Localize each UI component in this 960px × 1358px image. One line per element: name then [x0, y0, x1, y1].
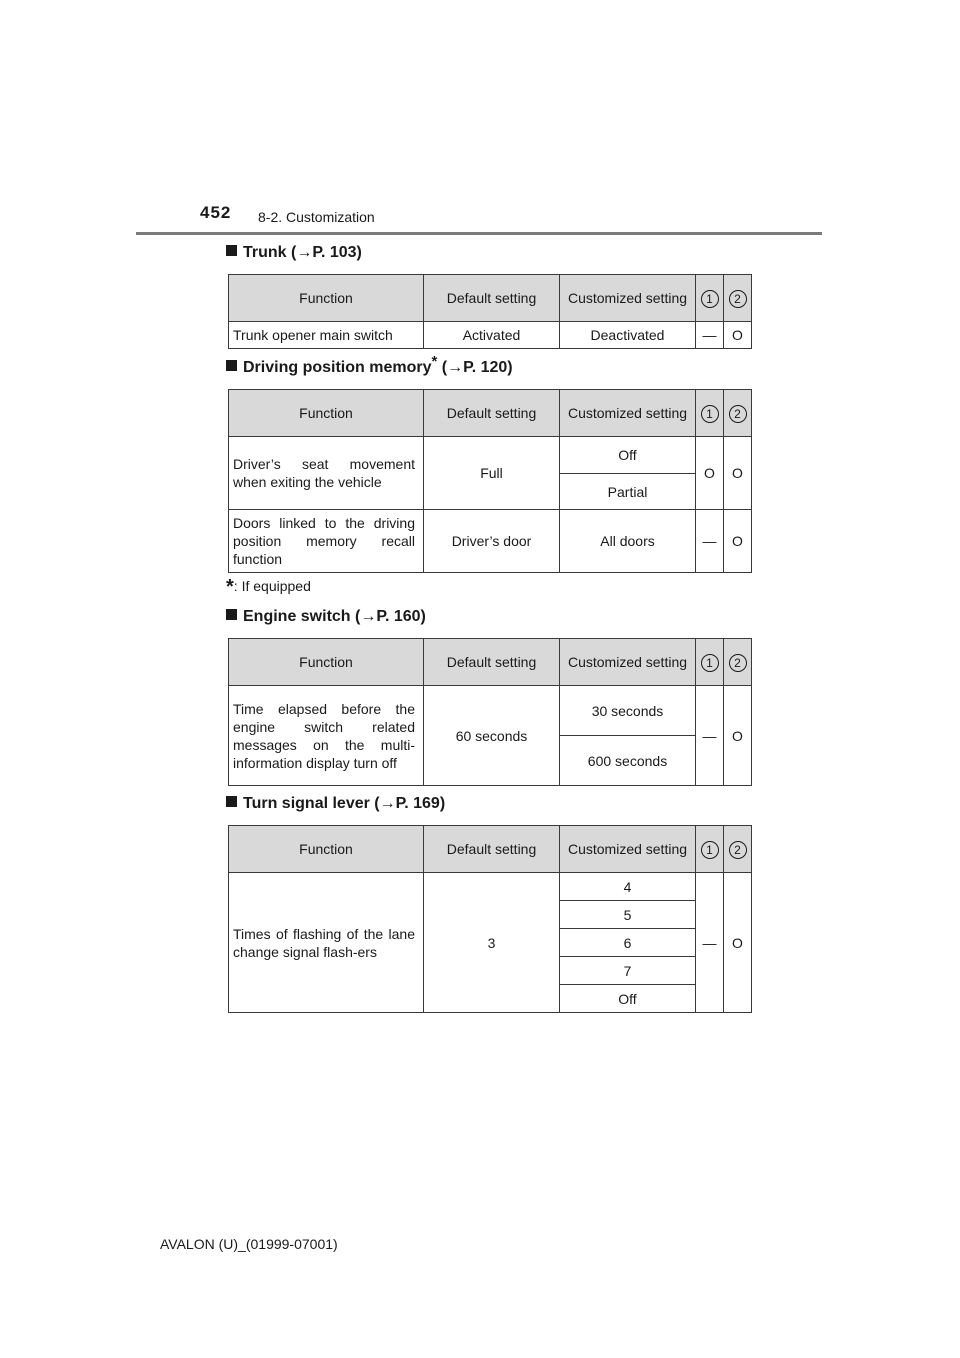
- table-row: [229, 686, 752, 736]
- square-bullet-icon: [226, 245, 237, 256]
- header-default-setting: Default setting: [424, 826, 560, 873]
- col2-cell: O: [724, 322, 752, 349]
- table-row: [229, 873, 752, 901]
- section-heading-driving-position: Driving position memory* (→P. 120): [226, 359, 513, 377]
- arrow-icon: →: [447, 359, 464, 376]
- default-cell: Activated: [424, 322, 560, 349]
- default-cell: 60 seconds: [424, 686, 560, 786]
- header-default-setting: Default setting: [424, 390, 560, 437]
- table-row: [229, 510, 752, 573]
- square-bullet-icon: [226, 609, 237, 620]
- custom-cell: Deactivated: [560, 322, 696, 349]
- custom-cell: Off: [560, 437, 696, 474]
- square-bullet-icon: [226, 796, 237, 807]
- circled-1-icon: 1: [701, 654, 719, 672]
- default-cell: Driver’s door: [424, 510, 560, 573]
- circled-1-icon: 1: [701, 841, 719, 859]
- asterisk-mark: *: [226, 576, 234, 598]
- custom-cell: 30 seconds: [560, 686, 696, 736]
- table-header-row: [229, 826, 752, 873]
- col1-cell: —: [696, 322, 724, 349]
- col2-cell: O: [724, 873, 752, 1013]
- table-header-row: [229, 275, 752, 322]
- section-heading-engine-switch: Engine switch (→P. 160): [226, 608, 426, 626]
- header-customized-setting: Customized setting: [560, 639, 696, 686]
- arrow-icon: →: [296, 244, 313, 261]
- header-function: Function: [229, 390, 424, 437]
- custom-cell: All doors: [560, 510, 696, 573]
- header-customized-setting: Customized setting: [560, 275, 696, 322]
- chapter-title: 8-2. Customization: [258, 209, 375, 225]
- col1-cell: —: [696, 686, 724, 786]
- section-heading-trunk: Trunk (→P. 103): [226, 244, 362, 262]
- arrow-icon: →: [360, 608, 377, 625]
- default-cell: Full: [424, 437, 560, 510]
- footer-model-code: AVALON (U)_(01999-07001): [160, 1236, 338, 1252]
- header-default-setting: Default setting: [424, 275, 560, 322]
- col1-cell: —: [696, 510, 724, 573]
- turn-signal-table: [228, 825, 752, 1013]
- col2-cell: O: [724, 686, 752, 786]
- driving-position-table: [228, 389, 752, 573]
- header-default-setting: Default setting: [424, 639, 560, 686]
- circled-2-icon: 2: [729, 841, 747, 859]
- custom-cell: Off: [560, 985, 696, 1013]
- asterisk-mark: *: [431, 353, 438, 370]
- col1-cell: O: [696, 437, 724, 510]
- engine-switch-table: [228, 638, 752, 786]
- arrow-icon: →: [379, 795, 396, 812]
- circled-2-icon: 2: [729, 290, 747, 308]
- col1-cell: —: [696, 873, 724, 1013]
- custom-cell: 7: [560, 957, 696, 985]
- function-cell: Times of flashing of the lane change signal flash-ers: [229, 873, 424, 1013]
- circled-2-icon: 2: [729, 405, 747, 423]
- table-header-row: [229, 639, 752, 686]
- custom-cell: 6: [560, 929, 696, 957]
- default-cell: 3: [424, 873, 560, 1013]
- circled-1-icon: 1: [701, 290, 719, 308]
- square-bullet-icon: [226, 360, 237, 371]
- circled-1-icon: 1: [701, 405, 719, 423]
- function-cell: Trunk opener main switch: [229, 322, 424, 349]
- col2-cell: O: [724, 510, 752, 573]
- function-cell: Driver’s seat movement when exiting the vehicle: [229, 437, 424, 510]
- header-function: Function: [229, 826, 424, 873]
- header-rule: [136, 232, 822, 235]
- function-cell: Doors linked to the driving position memory recall function: [229, 510, 424, 573]
- custom-cell: 600 seconds: [560, 736, 696, 786]
- custom-cell: 5: [560, 901, 696, 929]
- table-row: [229, 437, 752, 474]
- header-customized-setting: Customized setting: [560, 826, 696, 873]
- table-header-row: [229, 390, 752, 437]
- custom-cell: 4: [560, 873, 696, 901]
- trunk-table: [228, 274, 752, 349]
- section-heading-turn-signal: Turn signal lever (→P. 169): [226, 795, 445, 813]
- col2-cell: O: [724, 437, 752, 510]
- header-function: Function: [229, 275, 424, 322]
- custom-cell: Partial: [560, 474, 696, 510]
- footnote: *: If equipped: [226, 576, 311, 598]
- function-cell: Time elapsed before the engine switch related messages on the multi-information display turn off: [229, 686, 424, 786]
- header-customized-setting: Customized setting: [560, 390, 696, 437]
- table-row: [229, 322, 752, 349]
- page-number: 452: [200, 203, 232, 222]
- circled-2-icon: 2: [729, 654, 747, 672]
- header-function: Function: [229, 639, 424, 686]
